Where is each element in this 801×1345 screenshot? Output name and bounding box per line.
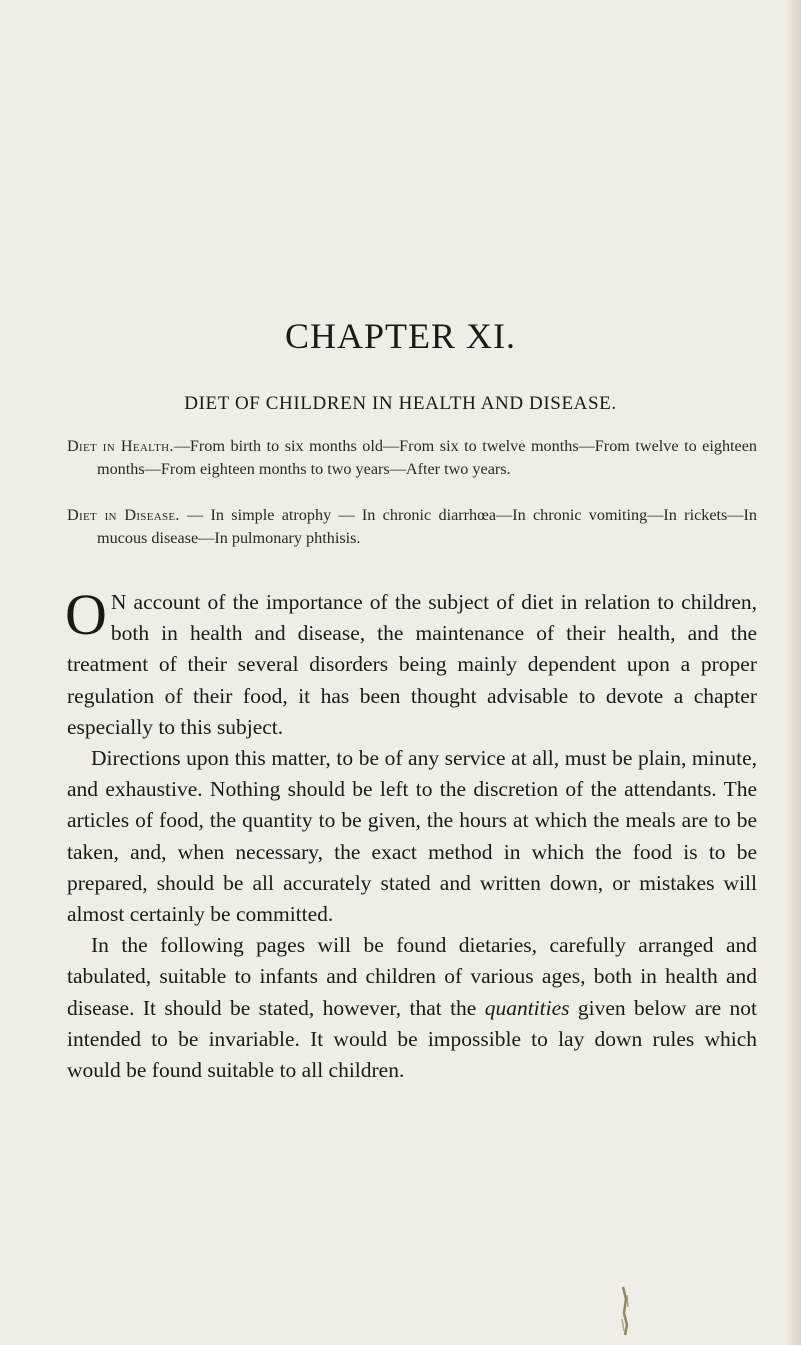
contents-health [67, 435, 757, 481]
paragraph-3 [67, 930, 757, 1086]
contents-disease-text: — In simple atrophy — In chronic diarrhœa—In chronic vomiting—In rickets—In mucous disease—In pulmonary phthisis. [97, 506, 758, 547]
contents-health-heading: Diet in Health. [67, 437, 174, 455]
body-text [65, 582, 757, 1086]
ink-smudge [618, 1285, 632, 1337]
paragraph-3-start: In the following pages will be found dietaries, carefully arranged and tabulated, suitable to infants and children of various ages, both in health and disease. It should be stated, however, that the [67, 933, 757, 1020]
paragraph-1-text: N account of the importance of the subject of diet in relation to children, both in health and disease, the maintenance of their health, and the treatment of their several disorders being mainly dependent upon a proper regulation of their food, it has been thought advisable to devote a chapter especially to this subject. [67, 590, 757, 739]
paragraph-2: Directions upon this matter, to be of any service at all, must be plain, minute, and exhaustive. Nothing should be left to the discretion of the attendants. The articles of food, the quantity to be given, the hours at which the meals are to be taken, and, when necessary, the exact method in which the food is to be prepared, should be all accurately stated and written down, or mistakes will almost certainly be committed. [67, 746, 757, 927]
contents-disease-heading: Diet in Disease. [67, 506, 180, 524]
contents-disease [67, 504, 757, 550]
drop-cap: O [65, 582, 107, 647]
paragraph-3-emphasis: quantities [484, 995, 570, 1020]
chapter-title: CHAPTER XI. [284, 316, 516, 356]
chapter-subtitle: DIET OF CHILDREN IN HEALTH AND DISEASE. [184, 393, 617, 414]
contents-health-text: —From birth to six months old—From six to twelve months—From twelve to eighteen months—From eighteen months to two years—After two years. [97, 437, 758, 478]
paragraph-1 [65, 582, 757, 743]
paragraph-3-end: given below are not intended to be invariable. It would be impossible to lay down rules which would be found suitable to all children. [67, 995, 757, 1083]
page-edge [787, 0, 801, 1345]
